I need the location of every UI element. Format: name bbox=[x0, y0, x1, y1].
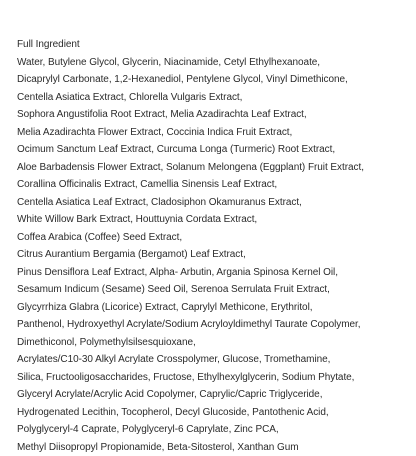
ingredient-line: Water, Butylene Glycol, Glycerin, Niacinamide, Cetyl Ethylhexanoate, bbox=[17, 54, 409, 72]
ingredient-line: Sophora Angustifolia Root Extract, Melia Azadirachta Leaf Extract, bbox=[17, 106, 409, 124]
ingredient-line: Citrus Aurantium Bergamia (Bergamot) Leaf Extract, bbox=[17, 246, 409, 264]
ingredient-line: Pinus Densiflora Leaf Extract, Alpha- Arbutin, Argania Spinosa Kernel Oil, bbox=[17, 264, 409, 282]
ingredient-list bbox=[17, 36, 409, 456]
ingredient-line: Melia Azadirachta Flower Extract, Coccinia Indica Fruit Extract, bbox=[17, 124, 409, 142]
ingredient-line: Acrylates/C10-30 Alkyl Acrylate Crosspolymer, Glucose, Tromethamine, bbox=[17, 351, 409, 369]
ingredient-line: Aloe Barbadensis Flower Extract, Solanum Melongena (Eggplant) Fruit Extract, bbox=[17, 159, 409, 177]
ingredient-title: Full Ingredient bbox=[17, 36, 409, 54]
ingredient-line: Glyceryl Acrylate/Acrylic Acid Copolymer, Caprylic/Capric Triglyceride, bbox=[17, 386, 409, 404]
ingredient-line: Hydrogenated Lecithin, Tocopherol, Decyl Glucoside, Pantothenic Acid, bbox=[17, 404, 409, 422]
ingredient-line: Ocimum Sanctum Leaf Extract, Curcuma Longa (Turmeric) Root Extract, bbox=[17, 141, 409, 159]
ingredient-line: Centella Asiatica Extract, Chlorella Vulgaris Extract, bbox=[17, 89, 409, 107]
ingredient-line: Methyl Diisopropyl Propionamide, Beta-Sitosterol, Xanthan Gum bbox=[17, 439, 409, 456]
ingredient-line: White Willow Bark Extract, Houttuynia Cordata Extract, bbox=[17, 211, 409, 229]
ingredient-line: Dimethiconol, Polymethylsilsesquioxane, bbox=[17, 334, 409, 352]
ingredient-line: Dicaprylyl Carbonate, 1,2-Hexanediol, Pentylene Glycol, Vinyl Dimethicone, bbox=[17, 71, 409, 89]
ingredient-line: Corallina Officinalis Extract, Camellia Sinensis Leaf Extract, bbox=[17, 176, 409, 194]
ingredient-line: Glycyrrhiza Glabra (Licorice) Extract, Caprylyl Methicone, Erythritol, bbox=[17, 299, 409, 317]
ingredient-line: Polyglyceryl-4 Caprate, Polyglyceryl-6 Caprylate, Zinc PCA, bbox=[17, 421, 409, 439]
ingredient-line: Panthenol, Hydroxyethyl Acrylate/Sodium Acryloyldimethyl Taurate Copolymer, bbox=[17, 316, 409, 334]
ingredient-line: Coffea Arabica (Coffee) Seed Extract, bbox=[17, 229, 409, 247]
ingredient-line: Silica, Fructooligosaccharides, Fructose, Ethylhexylglycerin, Sodium Phytate, bbox=[17, 369, 409, 387]
ingredient-line: Centella Asiatica Leaf Extract, Cladosiphon Okamuranus Extract, bbox=[17, 194, 409, 212]
ingredient-line: Sesamum Indicum (Sesame) Seed Oil, Serenoa Serrulata Fruit Extract, bbox=[17, 281, 409, 299]
